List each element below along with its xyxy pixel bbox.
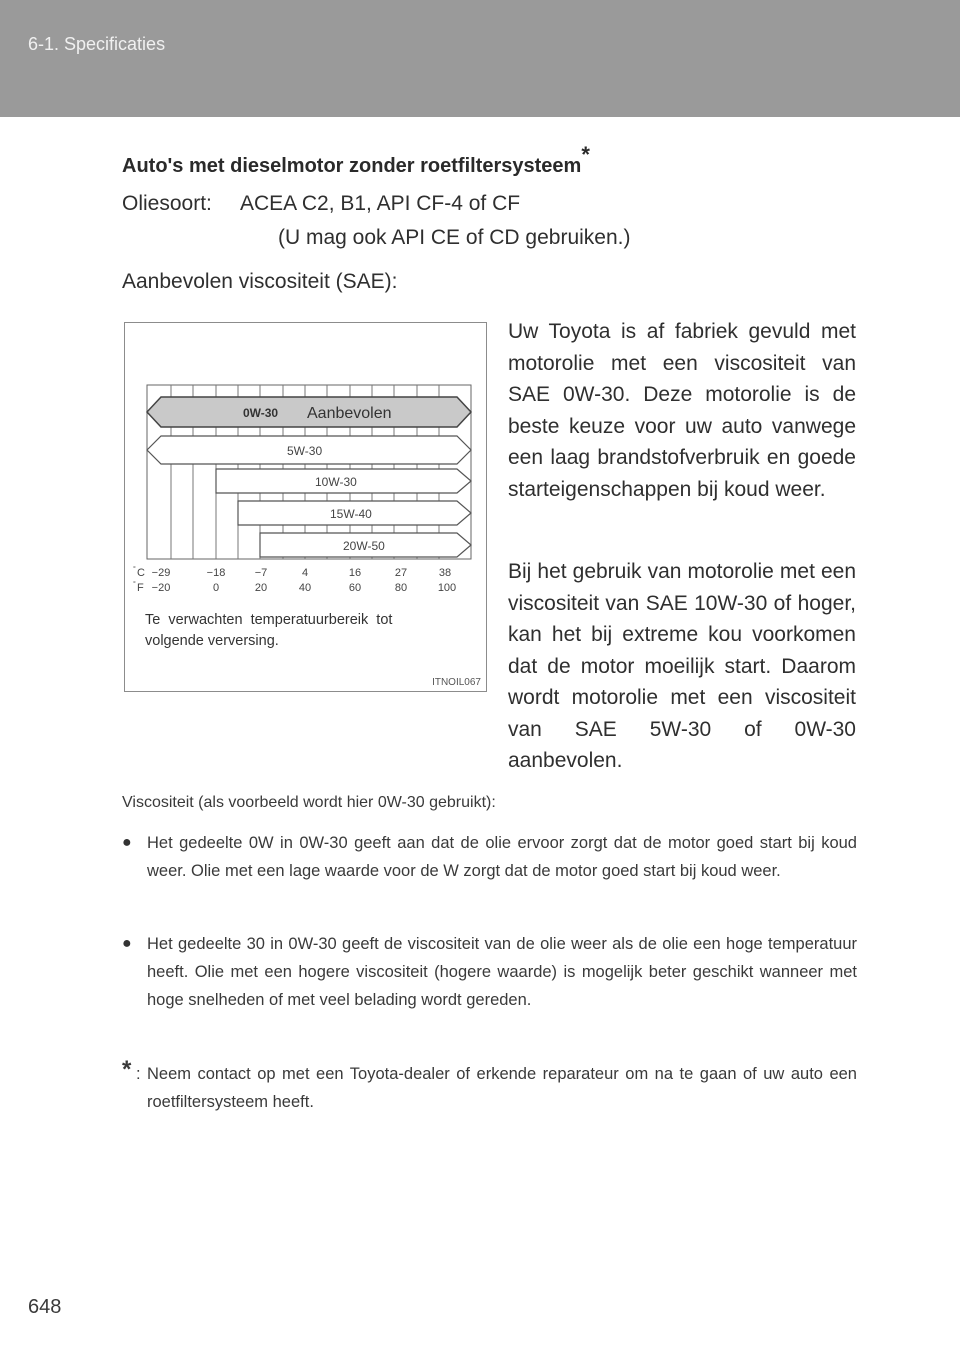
footnote: [122, 1056, 857, 1116]
celsius-degree: °: [133, 566, 136, 573]
viscosity-diagram: [125, 323, 486, 691]
figure-caption-line2: volgende verversing.: [145, 633, 279, 649]
bullet-text: Het gedeelte 30 in 0W-30 geeft de viscositeit van de olie weer als de olie een hoge temperatuur heeft. Olie met een hogere viscositeit (hogere waarde) is mogelijk beter geschikt wanneer met hoge snelheden of met veel belading wordt gereden.: [147, 935, 857, 1009]
oil-type-note: (U mag ook API CE of CD gebruiken.): [278, 226, 631, 249]
bullet-text: Het gedeelte 0W in 0W-30 geeft aan dat de olie ervoor zorgt dat de motor goed start bij koud weer. Olie met een lage waarde voor de W zorgt dat de motor goed start bij koud weer.: [147, 834, 857, 880]
figure-code: ITNOIL067: [432, 677, 481, 688]
footnote-text: Neem contact op met een Toyota-dealer of erkende reparateur om na te gaan of uw auto een roetfiltersysteem heeft.: [147, 1065, 857, 1111]
section-title: [122, 142, 590, 178]
celsius-tick: −7: [254, 567, 268, 579]
celsius-tick: −18: [206, 567, 226, 579]
footnote-asterisk: *: [122, 1056, 132, 1083]
bullet-item: [122, 930, 857, 1014]
fahrenheit-tick: 100: [437, 582, 457, 594]
side-paragraph-2: Bij het gebruik van motorolie met een viscositeit van SAE 10W-30 of hoger, kan het bij extreme kou voorkomen dat de motor moeilijk start. Daarom wordt motorolie met een viscositeit van SAE 5W-30 of 0W-30 aanbevolen.: [508, 560, 856, 772]
fahrenheit-tick: 0: [212, 582, 220, 594]
recommended-label: Aanbevolen: [307, 405, 392, 422]
celsius-tick: 38: [438, 567, 452, 579]
fahrenheit-tick: 20: [254, 582, 268, 594]
grade-label-0w30: 0W-30: [243, 406, 279, 420]
oil-type-value: ACEA C2, B1, API CF-4 of CF: [240, 192, 521, 215]
fahrenheit-tick: −20: [151, 582, 171, 594]
celsius-tick: 16: [348, 567, 362, 579]
fahrenheit-degree: °: [133, 581, 136, 588]
footnote-marker: *: [581, 142, 590, 167]
bullet-item: [122, 829, 857, 885]
figure-caption-line1: Te verwachten temperatuurbereik tot: [145, 612, 393, 628]
viscosity-label: Aanbevolen viscositeit (SAE):: [122, 270, 398, 293]
celsius-tick: 4: [301, 567, 309, 579]
page-header: [0, 0, 960, 117]
celsius-tick: 27: [394, 567, 408, 579]
side-paragraph-1: Uw Toyota is af fabriek gevuld met motorolie met een viscositeit van SAE 0W-30. Deze motorolie is de beste keuze voor uw auto vanwege een laag brandstofverbruik en goede starteigenschappen bij koud weer.: [508, 320, 856, 501]
page-number: 648: [28, 1296, 62, 1318]
grade-label-10w30: 10W-30: [315, 475, 357, 489]
viscosity-figure: [124, 322, 487, 692]
footnote-colon: :: [136, 1065, 141, 1083]
section-breadcrumb: 6-1. Specificaties: [28, 34, 166, 54]
grade-label-15w40: 15W-40: [330, 507, 372, 521]
fahrenheit-tick: 40: [298, 582, 312, 594]
bullet-dot-icon: ●: [122, 834, 132, 851]
fahrenheit-tick: 60: [348, 582, 362, 594]
explanation-heading: Viscositeit (als voorbeeld wordt hier 0W-30 gebruikt):: [122, 794, 496, 811]
grade-label-20w50: 20W-50: [343, 539, 385, 553]
celsius-unit: C: [137, 567, 145, 579]
fahrenheit-tick: 80: [394, 582, 408, 594]
bullet-dot-icon: ●: [122, 935, 132, 952]
grade-label-5w30: 5W-30: [287, 444, 323, 458]
oil-type-label: Oliesoort:: [122, 192, 212, 215]
celsius-tick: −29: [151, 567, 171, 579]
section-title-text: Auto's met dieselmotor zonder roetfiltersysteem: [122, 155, 582, 177]
fahrenheit-unit: F: [137, 582, 144, 594]
